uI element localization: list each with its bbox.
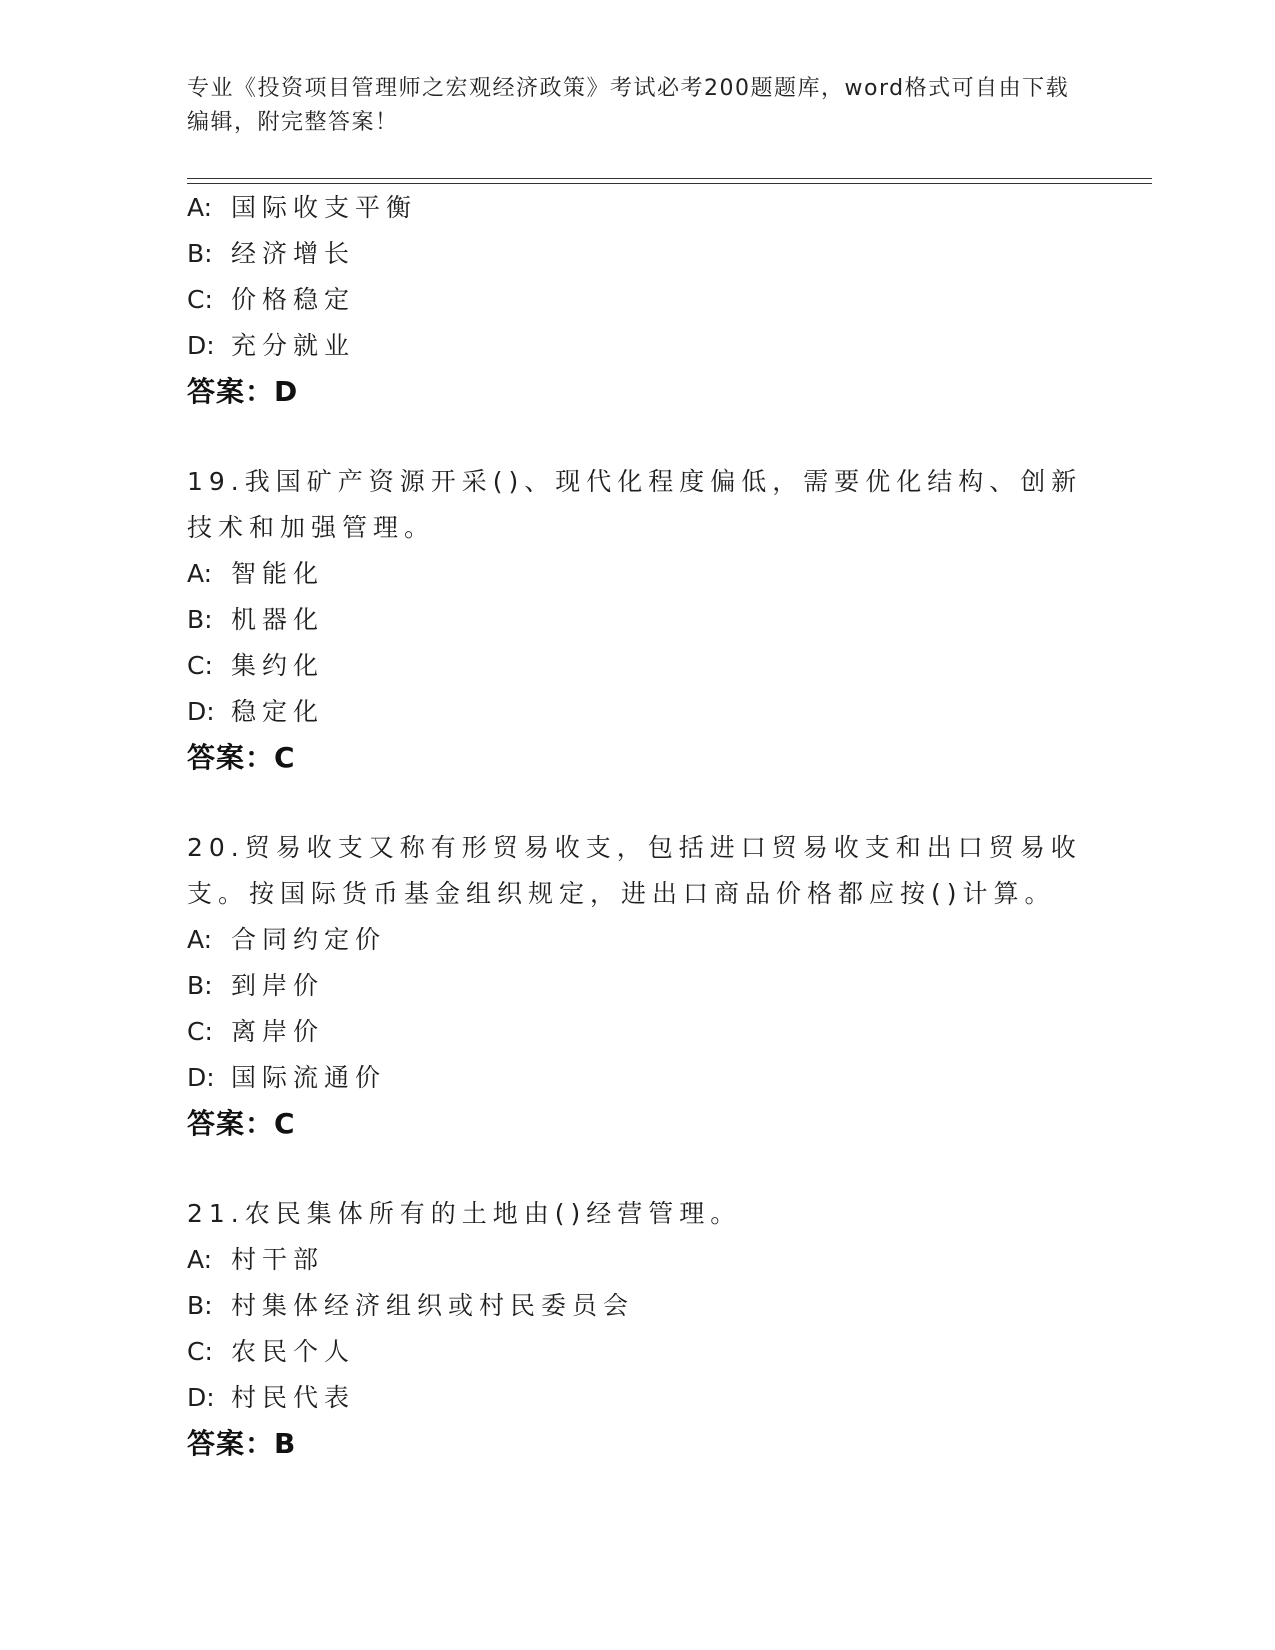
question-20: [187, 825, 1147, 1147]
answer: 答案：C: [187, 1107, 296, 1140]
answer: 答案：D: [187, 375, 299, 408]
option-b: B: 到岸价: [187, 971, 325, 1000]
option-c: C: 离岸价: [187, 1017, 325, 1046]
question-text: 21.农民集体所有的土地由()经营管理。: [187, 1199, 742, 1228]
option-c: C: 价格稳定: [187, 285, 356, 314]
option-b: B: 机器化: [187, 605, 325, 634]
answer: 答案：B: [187, 1427, 297, 1460]
option-b: B: 村集体经济组织或村民委员会: [187, 1291, 635, 1320]
option-a: A: 合同约定价: [187, 925, 387, 954]
option-c: C: 农民个人: [187, 1337, 356, 1366]
option-a: A: 智能化: [187, 559, 325, 588]
option-d: D: 充分就业: [187, 331, 356, 360]
option-b: B: 经济增长: [187, 239, 356, 268]
question-list: [187, 185, 1147, 1467]
question-19: [187, 459, 1147, 781]
question-21: [187, 1191, 1147, 1467]
option-c: C: 集约化: [187, 651, 325, 680]
question-text: 20.贸易收支又称有形贸易收支，包括进口贸易收支和出口贸易收支。按国际货币基金组织规定，进出口商品价格都应按()计算。: [187, 833, 1082, 908]
option-a: A: 村干部: [187, 1245, 325, 1274]
question-18-continued: [187, 185, 1147, 415]
option-d: D: 村民代表: [187, 1383, 356, 1412]
document-header: 专业《投资项目管理师之宏观经济政策》考试必考200题题库，word格式可自由下载编辑，附完整答案！: [187, 76, 1070, 135]
option-d: D: 国际流通价: [187, 1063, 387, 1092]
header-rule-top: [187, 178, 1152, 179]
option-a: A: 国际收支平衡: [187, 193, 418, 222]
header-rule-bottom: [187, 183, 1152, 184]
option-d: D: 稳定化: [187, 697, 325, 726]
question-text: 19.我国矿产资源开采()、现代化程度偏低，需要优化结构、创新技术和加强管理。: [187, 467, 1083, 542]
answer: 答案：C: [187, 741, 296, 774]
